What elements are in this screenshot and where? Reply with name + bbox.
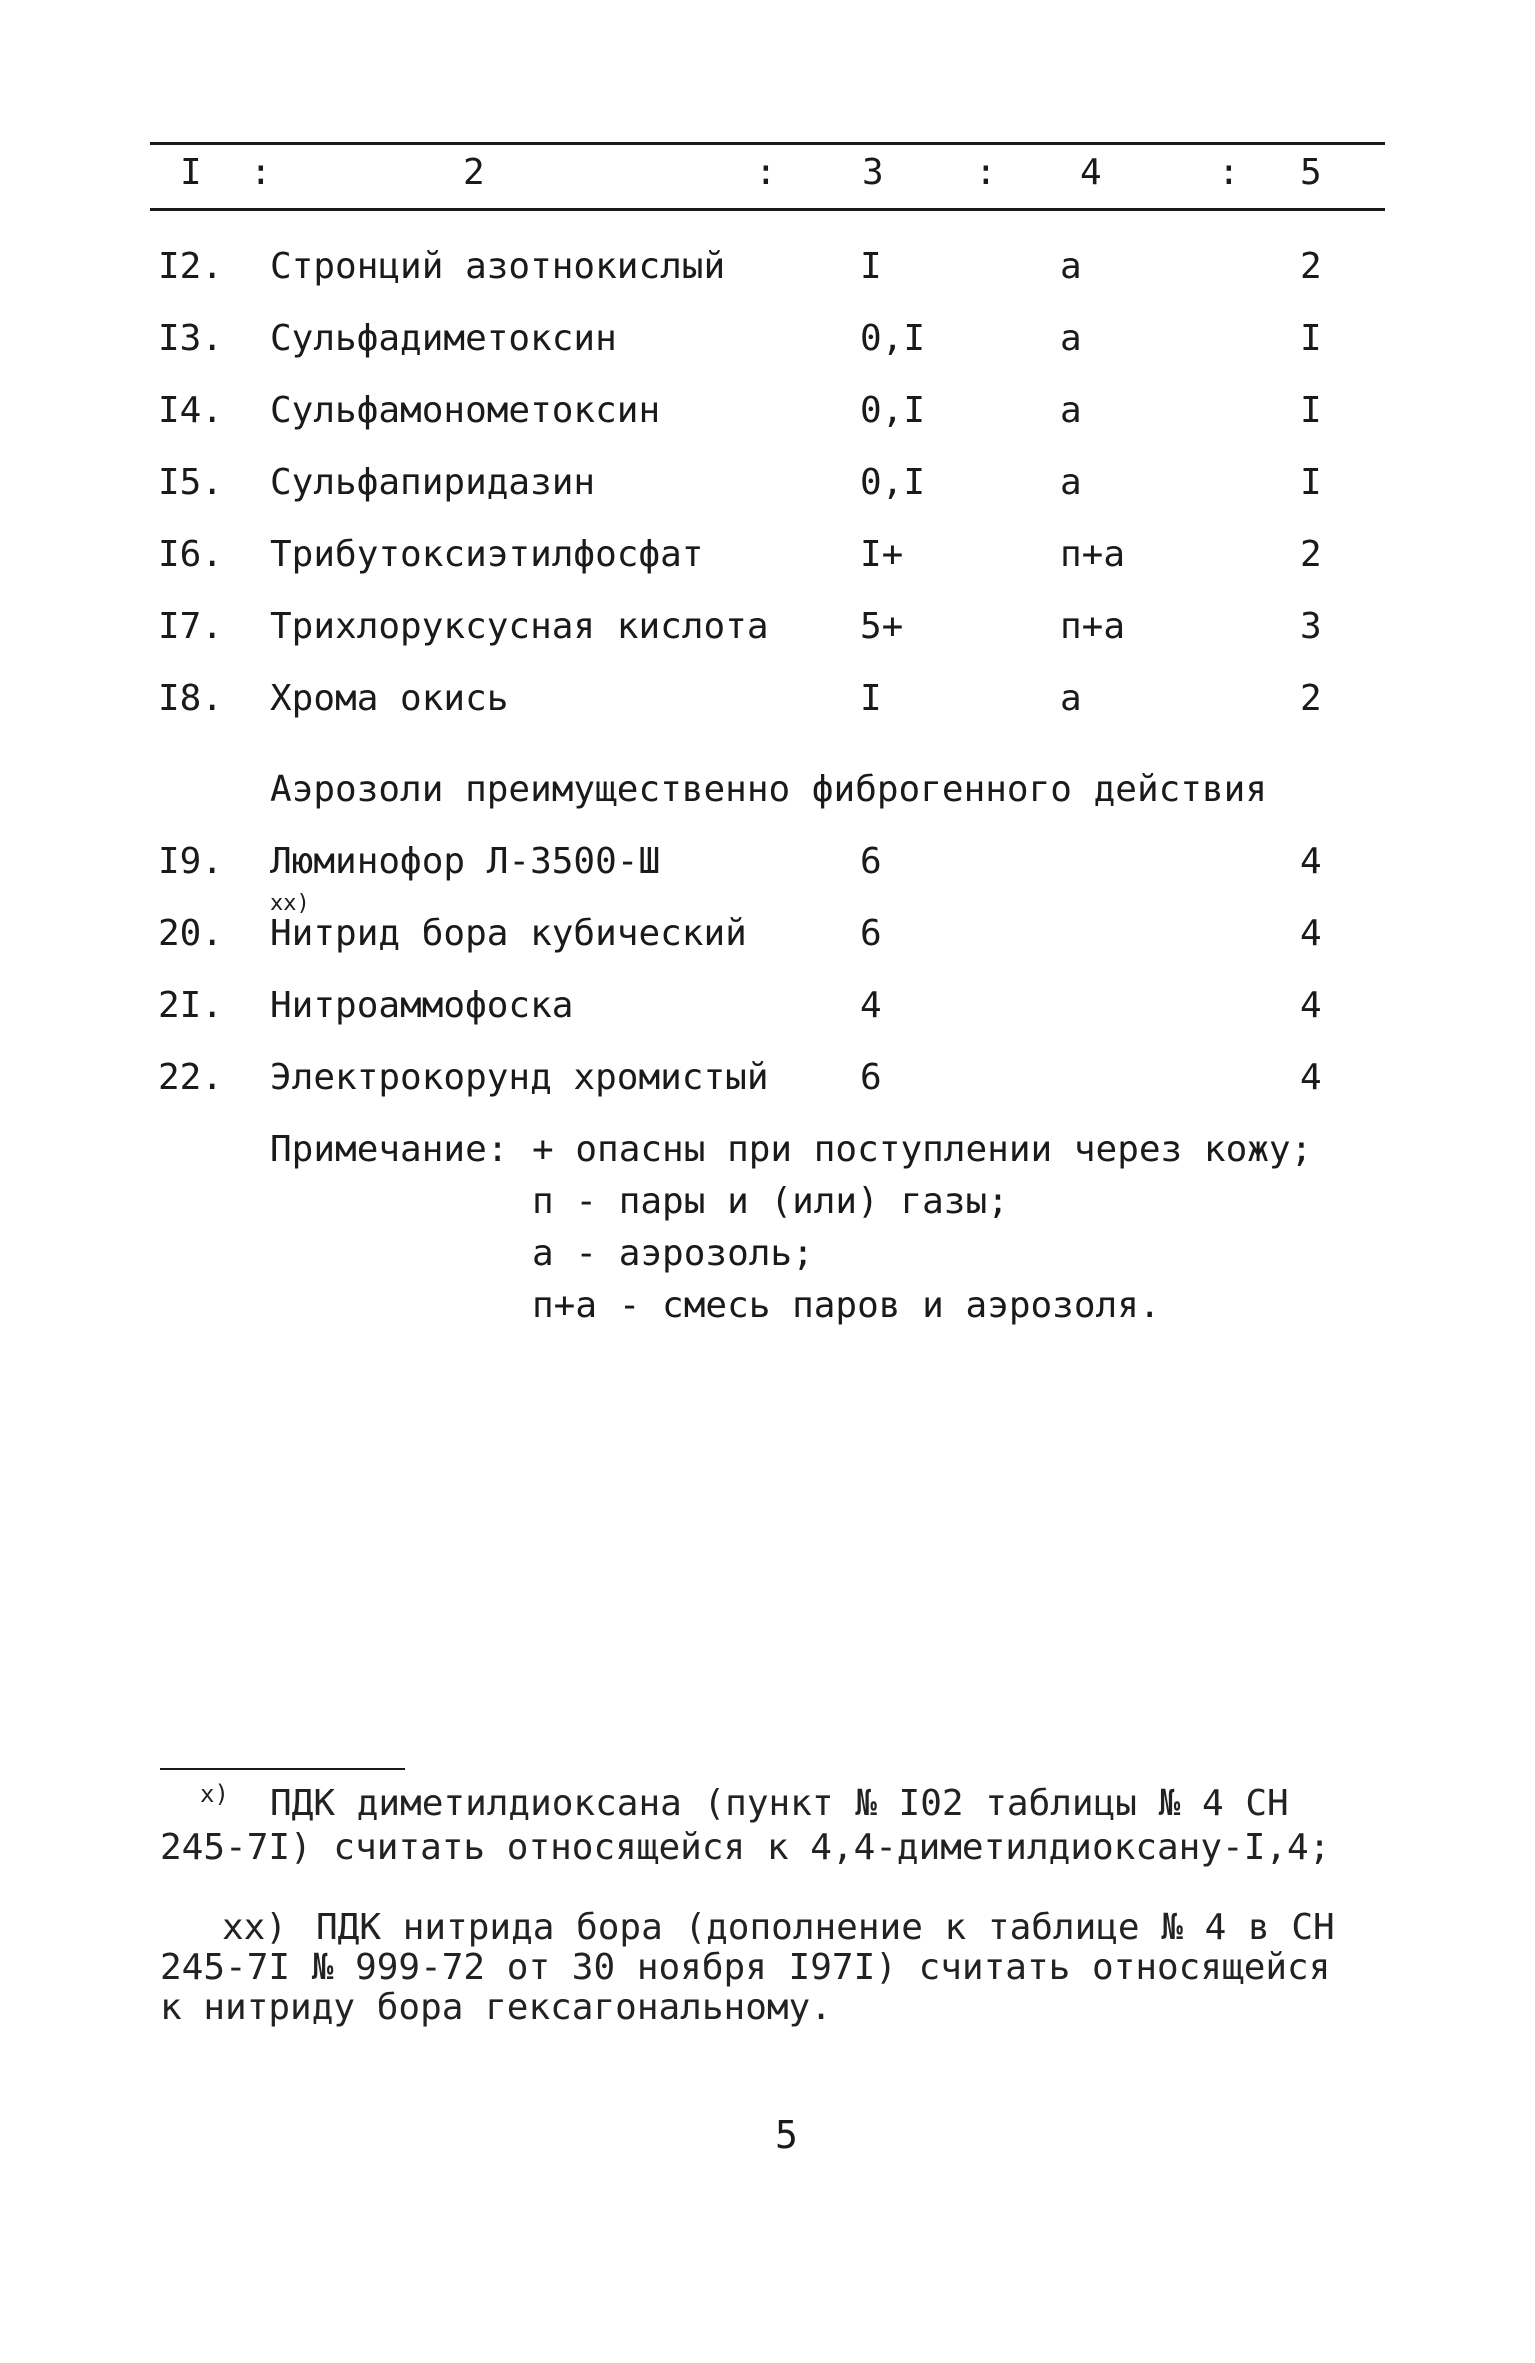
pdk-value: 5+ — [860, 606, 904, 647]
hazard-class: I — [1300, 318, 1322, 359]
row-number: I5. — [158, 462, 224, 503]
pdk-value: 0,I — [860, 318, 926, 359]
table-row — [0, 453, 1535, 513]
hazard-class: 4 — [1300, 985, 1322, 1026]
pdk-value: 6 — [860, 1057, 882, 1098]
row-number: I2. — [158, 246, 224, 287]
footnote-mark: х) — [200, 1780, 229, 1808]
table-row — [0, 309, 1535, 369]
header-separator: : — [755, 152, 777, 193]
pdk-value: I — [860, 678, 882, 719]
header-col-4: 4 — [1080, 152, 1102, 193]
table-row — [0, 237, 1535, 297]
table-row — [0, 1048, 1535, 1108]
row-number: I4. — [158, 390, 224, 431]
row-number: 20. — [158, 913, 224, 954]
header-separator: : — [250, 152, 272, 193]
hazard-class: 2 — [1300, 246, 1322, 287]
row-number: I9. — [158, 841, 224, 882]
substance-name: Трибутоксиэтилфосфат — [270, 534, 704, 575]
table-row — [0, 525, 1535, 585]
header-col-2: 2 — [463, 152, 485, 193]
row-number: 22. — [158, 1057, 224, 1098]
table-row — [0, 832, 1535, 892]
aggregate-state: а — [1060, 462, 1082, 503]
hazard-class: 4 — [1300, 841, 1322, 882]
footnote-text: к нитриду бора гексагональному. — [160, 1987, 832, 2028]
hazard-class: 4 — [1300, 913, 1322, 954]
table-row — [0, 669, 1535, 729]
footnote-text: ПДК диметилдиоксана (пункт № I02 таблицы № 4 СН — [270, 1783, 1289, 1824]
aggregate-state: а — [1060, 246, 1082, 287]
table-header-bottom-rule — [150, 208, 1385, 211]
footnote-text: 245-7I № 999-72 от 30 ноября I97I) считать относящейся — [160, 1947, 1331, 1988]
pdk-value: 0,I — [860, 462, 926, 503]
substance-name: Нитроаммофоска — [270, 985, 574, 1026]
row-number: I6. — [158, 534, 224, 575]
note-line: п+а - смесь паров и аэрозоля. — [532, 1285, 1161, 1326]
note-line: + опасны при поступлении через кожу; — [532, 1129, 1313, 1170]
header-col-5: 5 — [1300, 152, 1322, 193]
substance-name: Хрома окись — [270, 678, 509, 719]
hazard-class: 2 — [1300, 534, 1322, 575]
aggregate-state: п+а — [1060, 606, 1126, 647]
aggregate-state: а — [1060, 678, 1082, 719]
header-separator: : — [975, 152, 997, 193]
table-row — [0, 381, 1535, 441]
substance-name: Сульфапиридазин — [270, 462, 596, 503]
table-row: 20. Нитрид бора кубический хх) 6 4 — [0, 904, 1535, 964]
hazard-class: 4 — [1300, 1057, 1322, 1098]
substance-name: Трихлоруксусная кислота — [270, 606, 769, 647]
substance-name: Сульфадиметоксин — [270, 318, 617, 359]
hazard-class: 2 — [1300, 678, 1322, 719]
pdk-value: 0,I — [860, 390, 926, 431]
hazard-class: 3 — [1300, 606, 1322, 647]
row-number: 2I. — [158, 985, 224, 1026]
note-line: а - аэрозоль; — [532, 1233, 814, 1274]
pdk-value: 4 — [860, 985, 882, 1026]
footnote-text: 245-7I) считать относящейся к 4,4-диметилдиоксану-I,4; — [160, 1827, 1331, 1868]
pdk-value: I+ — [860, 534, 904, 575]
header-separator: : — [1218, 152, 1240, 193]
note-label: Примечание: — [270, 1129, 509, 1170]
substance-name: Сульфамонометоксин — [270, 390, 661, 431]
row-number: I8. — [158, 678, 224, 719]
substance-name: Нитрид бора кубический — [270, 913, 747, 954]
aggregate-state: а — [1060, 318, 1082, 359]
footnote-mark: хх) — [222, 1907, 288, 1948]
aggregate-state: а — [1060, 390, 1082, 431]
table-top-rule — [150, 142, 1385, 145]
pdk-value: 6 — [860, 913, 882, 954]
pdk-value: I — [860, 246, 882, 287]
page-number: 5 — [775, 2113, 798, 2157]
header-col-1: I — [180, 152, 202, 193]
section-title: Аэрозоли преимущественно фиброгенного действия — [270, 769, 1267, 810]
substance-name: Люминофор Л-3500-Ш — [270, 841, 661, 882]
header-col-3: 3 — [862, 152, 884, 193]
table-row — [0, 597, 1535, 657]
substance-name: Стронций азотнокислый — [270, 246, 726, 287]
aggregate-state: п+а — [1060, 534, 1126, 575]
row-number: I3. — [158, 318, 224, 359]
table-row — [0, 976, 1535, 1036]
note-line: п - пары и (или) газы; — [532, 1181, 1009, 1222]
row-number: I7. — [158, 606, 224, 647]
hazard-class: I — [1300, 462, 1322, 503]
hazard-class: I — [1300, 390, 1322, 431]
substance-name: Электрокорунд хромистый — [270, 1057, 769, 1098]
footnote-text: ПДК нитрида бора (дополнение к таблице № 4 в СН — [316, 1907, 1335, 1948]
pdk-value: 6 — [860, 841, 882, 882]
footnote-rule — [160, 1768, 405, 1770]
